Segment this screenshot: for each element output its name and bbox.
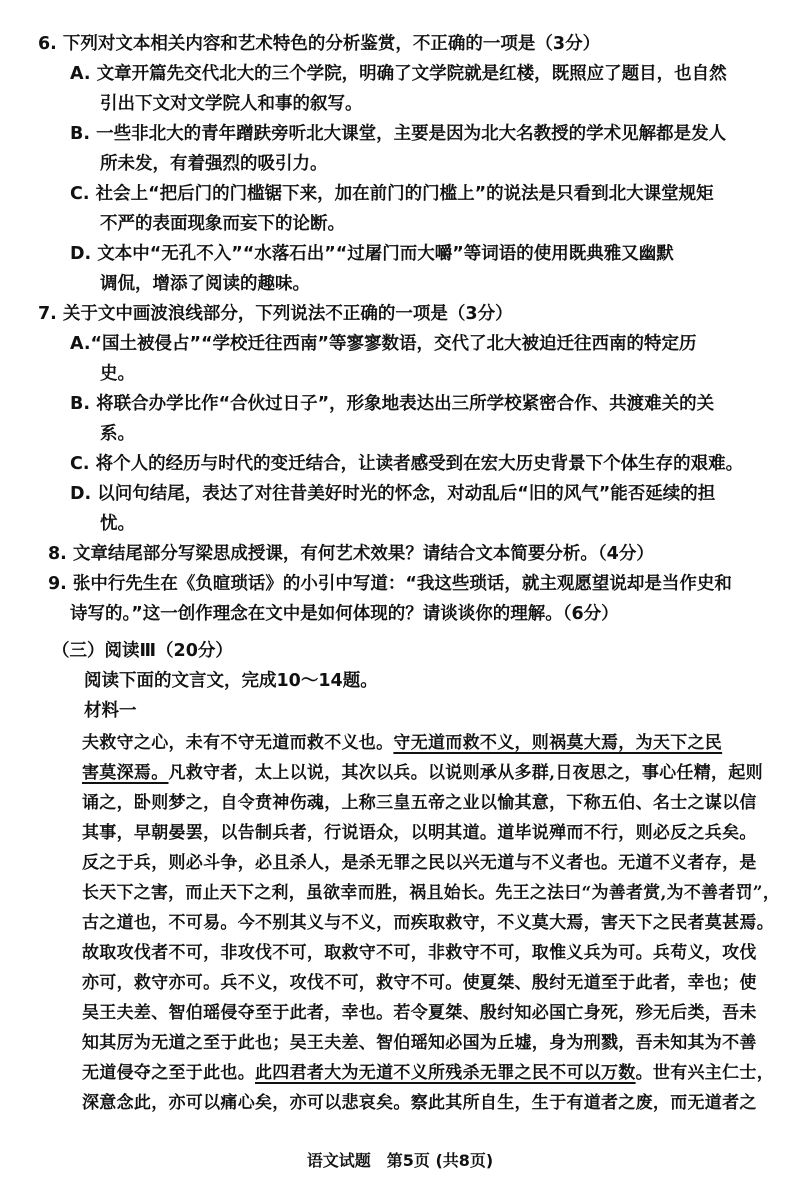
q6-option-d-line2: 调侃，增添了阅读的趣味。 (100, 274, 310, 294)
q7-option-c-line1: C. 将个人的经历与时代的变迁结合，让读者感受到在宏大历史背景下个体生存的艰难。 (70, 454, 744, 474)
q6-option-b-line2: 所未发，有着强烈的吸引力。 (100, 154, 328, 174)
classical-text: 。世有兴主仁士， (635, 1063, 775, 1083)
q7-option-a-line1: A.“国土被侵占”“学校迁往西南”等寥寥数语，交代了北大被迫迁往西南的特定历 (70, 334, 697, 354)
classical-line-3: 诵之，卧则梦之，自令贲神伤魂，上称三皇五帝之业以愉其意，下称五伯、名士之谋以信 (82, 793, 757, 813)
classical-line-4: 其事，早朝晏罢，以告制兵者，行说语众，以明其道。道毕说殚而不行，则必反之兵矣。 (82, 823, 757, 843)
section-title: （三）阅读Ⅲ（20分） (52, 641, 233, 661)
classical-line-2 (82, 758, 763, 783)
q7-option-d-line2: 忧。 (100, 514, 135, 534)
q7-option-d-line1: D. 以问句结尾，表达了对往昔美好时光的怀念，对动乱后“旧的风气”能否延续的担 (70, 484, 716, 504)
q6-option-b-line1: B. 一些非北大的青年蹭趺旁听北大课堂，主要是因为北大名教授的学术见解都是发人 (70, 124, 727, 144)
q6-option-d-line1: D. 文本中“无孔不入”“水落石出”“过屠门而大嚼”等词语的使用既典雅又幽默 (70, 244, 674, 264)
classical-line-6: 长天下之害，而止天下之利，虽欲幸而胜，祸且始长。先王之法曰“为善者赏,为不善者罚”， (82, 883, 781, 903)
classical-line-9: 亦可，救守亦可。兵不义，攻伐不可，救守不可。使夏桀、殷纣无道至于此者，幸也；使 (82, 973, 757, 993)
q6-option-c-line2: 不严的表面现象而妄下的论断。 (100, 214, 345, 234)
q6-option-c-line1: C. 社会上“把后门的门槛锯下来，加在前门的门槛上”的说法是只看到北大课堂规矩 (70, 184, 714, 204)
classical-line-7: 古之道也，不可易。今不别其义与不义，而疾取救守，不义莫大焉，害天下之民者莫甚焉。 (82, 913, 774, 933)
q6-option-a-line1: A. 文章开篇先交代北大的三个学院，明确了文学院就是红楼，既照应了题目，也自然 (70, 64, 727, 84)
q7-option-b-line2: 系。 (100, 424, 135, 444)
classical-line-1 (82, 728, 722, 753)
classical-text: 凡救守者，太上以说，其次以兵。以说则承从多群,日夜思之，事心任精，起则 (168, 763, 763, 783)
classical-line-10: 吴王夫差、智伯瑶侵夺至于此者，幸也。若令夏桀、殷纣知必国亡身死，殄无后类，吾未 (82, 1003, 757, 1023)
underlined-sentence: 害莫深焉。 (82, 763, 169, 783)
classical-text: 无道侵夺之至于此也。 (82, 1063, 255, 1083)
classical-text: 夫救守之心，未有不守无道而救不义也。 (82, 733, 394, 753)
underlined-sentence: 此四君者大为无道不义所残杀无罪之民不可以万数 (255, 1063, 636, 1083)
question-7-stem: 7. 关于文中画波浪线部分，下列说法不正确的一项是（3分） (38, 304, 513, 324)
classical-line-12 (82, 1058, 774, 1083)
q7-option-a-line2: 史。 (100, 364, 135, 384)
question-8: 8. 文章结尾部分写梁思成授课，有何艺术效果？请结合文本简要分析。（4分） (48, 544, 654, 564)
underlined-sentence: 守无道而救不义，则祸莫大焉，为天下之民 (393, 733, 723, 753)
page-footer: 语文试题 第5页 (共8页) (306, 1151, 494, 1170)
q6-option-a-line2: 引出下文对文学院人和事的叙写。 (100, 94, 363, 114)
classical-line-8: 故取攻伐者不可，非攻伐不可，取救守不可，非救守不可，取惟义兵为可。兵苟义，攻伐 (82, 943, 757, 963)
section-instruction: 阅读下面的文言文，完成10～14题。 (84, 671, 378, 691)
classical-line-5: 反之于兵，则必斗争，必且杀人，是杀无罪之民以兴无道与不义者也。无道不义者存，是 (82, 853, 757, 873)
material-label: 材料一 (84, 701, 137, 721)
q7-option-b-line1: B. 将联合办学比作“合伙过日子”，形象地表达出三所学校紧密合作、共渡难关的关 (70, 394, 715, 414)
question-9-line2: 诗写的。”这一创作理念在文中是如何体现的？请谈谈你的理解。（6分） (70, 604, 619, 624)
question-6-stem: 6. 下列对文本相关内容和艺术特色的分析鉴赏，不正确的一项是（3分） (38, 34, 601, 54)
question-9-line1: 9. 张中行先生在《负暄琐话》的小引中写道：“我这些琐话，就主观愿望说却是当作史和 (48, 574, 732, 594)
classical-line-11: 知其厉为无道之至于此也；吴王夫差、智伯瑶知必国为丘墟，身为刑戮，吾未知其为不善 (82, 1033, 757, 1053)
classical-line-13: 深意念此，亦可以痛心矣，亦可以悲哀矣。察此其所自生，生于有道者之废，而无道者之 (82, 1093, 757, 1113)
